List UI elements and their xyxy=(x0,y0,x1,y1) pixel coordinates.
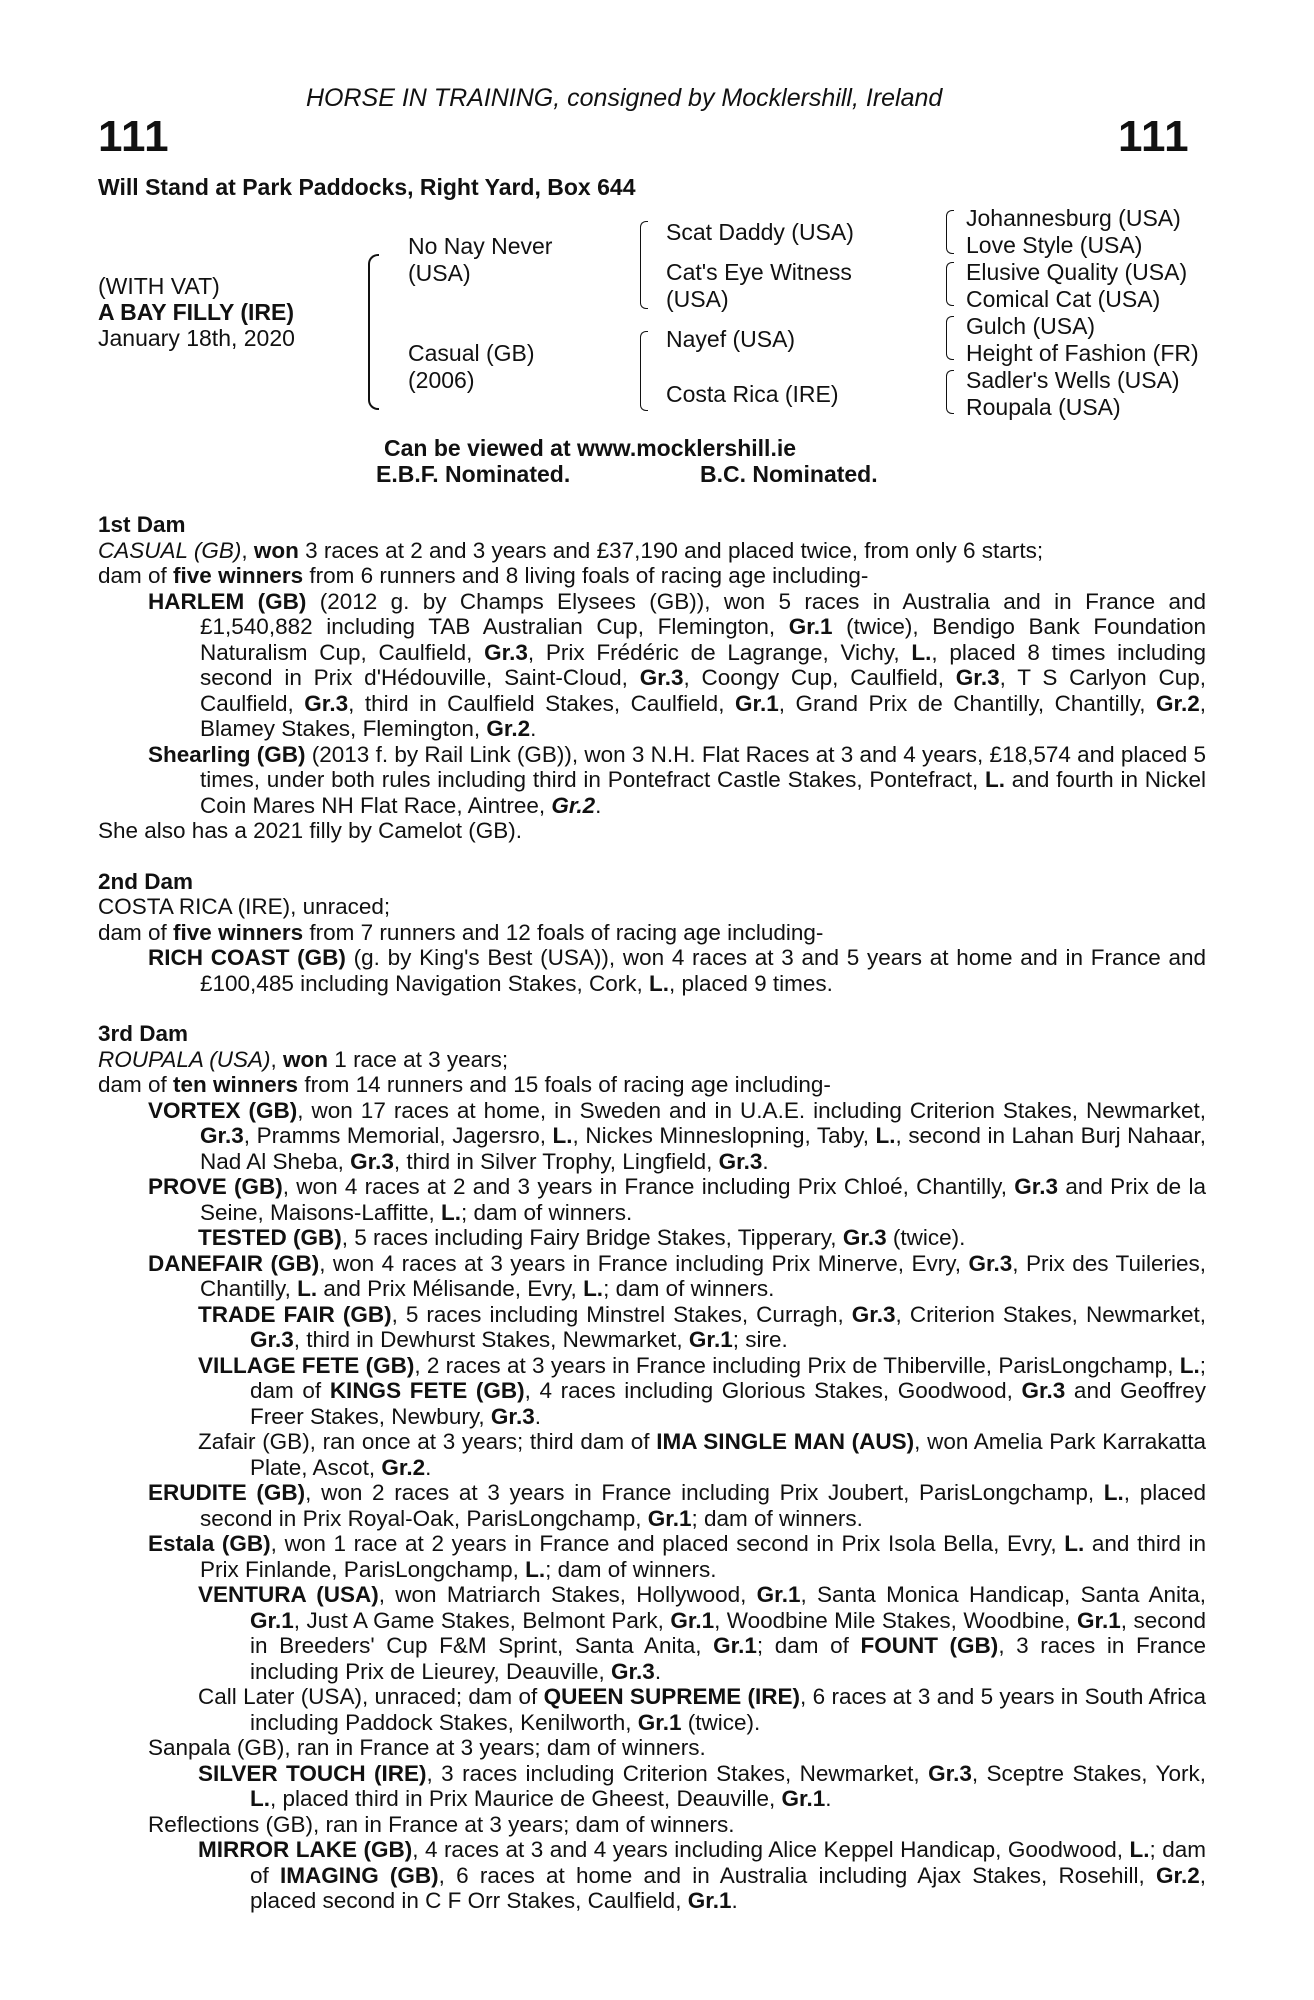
produce-entry: RICH COAST (GB) (g. by King's Best (USA)), won 4 races at 3 and 5 years at home and in France and £100,485 including Navigation Stakes, Cork, L., placed 9 times. xyxy=(148,945,1206,996)
lot-number-left: 111 xyxy=(98,112,170,161)
catalogue-header: HORSE IN TRAINING, consigned by Mocklershill, Ireland xyxy=(306,84,943,112)
sire-sire: Scat Daddy (USA) xyxy=(666,219,854,245)
gg-dam-dam-dam: Roupala (USA) xyxy=(966,394,1121,420)
gg-dam-sire-sire: Gulch (USA) xyxy=(966,313,1096,339)
viewing-note: Can be viewed at www.mocklershill.ie xyxy=(384,435,797,461)
produce-entry: Zafair (GB), ran once at 3 years; third dam of IMA SINGLE MAN (AUS), won Amelia Park Karrakatta Plate, Ascot, Gr.2. xyxy=(198,1429,1206,1480)
produce-entry: VORTEX (GB), won 17 races at home, in Sweden and in U.A.E. including Criterion Stakes, Newmarket, Gr.3, Pramms Memorial, Jagersro, L., Nickes Minneslopning, Taby, L., second in Lahan Burj Nahaar, Nad Al Sheba, Gr.3, third in Silver Trophy, Lingfield, Gr.3. xyxy=(148,1097,1206,1174)
produce-entry: TRADE FAIR (GB), 5 races including Minstrel Stakes, Curragh, Gr.3, Criterion Stakes, Newmarket, Gr.3, third in Dewhurst Stakes, Newmarket, Gr.1; sire. xyxy=(198,1301,1206,1352)
gg-dam-sire-dam: Height of Fashion (FR) xyxy=(966,340,1199,366)
produce-entry: HARLEM (GB) (2012 g. by Champs Elysees (GB)), won 5 races in Australia and in France and £1,540,882 including TAB Australian Cup, Flemington, Gr.1 (twice), Bendigo Bank Foundation Naturalism Cup, Caulfield, Gr.3, Prix Frédéric de Lagrange, Vichy, L., placed 8 times including second in Prix d'Hédouville, Saint-Cloud, Gr.3, Coongy Cup, Caulfield, Gr.3, T S Carlyon Cup, Caulfield, Gr.3, third in Caulfield Stakes, Caulfield, Gr.1, Grand Prix de Chantilly, Chantilly, Gr.2, Blamey Stakes, Flemington, Gr.2. xyxy=(148,588,1207,741)
sire-origin: (USA) xyxy=(408,260,471,286)
produce-entry: Shearling (GB) (2013 f. by Rail Link (GB)), won 3 N.H. Flat Races at 3 and 4 years, £18,574 and placed 5 times, under both rules including third in Pontefract Castle Stakes, Pontefract, L. and fourth in Nickel Coin Mares NH Flat Race, Aintree, Gr.2. xyxy=(148,741,1206,818)
section-heading: 1st Dam xyxy=(98,512,186,537)
gg-sire-sire-sire: Johannesburg (USA) xyxy=(966,205,1181,231)
produce-entry: PROVE (GB), won 4 races at 2 and 3 years in France including Prix Chloé, Chantilly, Gr.3 and Prix de la Seine, Maisons-Laffitte, L.; dam of winners. xyxy=(148,1174,1206,1225)
sire-dam-origin: (USA) xyxy=(666,286,729,312)
ebf-nominated: E.B.F. Nominated. xyxy=(376,461,571,487)
gg-sire-dam-dam: Comical Cat (USA) xyxy=(966,286,1161,312)
pedigree-brace-g3 xyxy=(946,316,954,360)
produce-entry: DANEFAIR (GB), won 4 races at 3 years in France including Prix Minerve, Evry, Gr.3, Prix des Tuileries, Chantilly, L. and Prix Mélisande, Evry, L.; dam of winners. xyxy=(148,1250,1206,1301)
produce-note: She also has a 2021 filly by Camelot (GB). xyxy=(98,818,522,843)
produce-entry: Reflections (GB), ran in France at 3 years; dam of winners. xyxy=(148,1811,735,1837)
produce-entry: Estala (GB), won 1 race at 2 years in France and placed second in Prix Isola Bella, Evry, L. and third in Prix Finlande, ParisLongchamp, L.; dam of winners. xyxy=(148,1531,1207,1582)
dam-entry: CASUAL (GB), won 3 races at 2 and 3 years and £37,190 and placed twice, from only 6 starts; xyxy=(98,537,1044,563)
dam-produce-summary: dam of five winners from 6 runners and 8 living foals of racing age including- xyxy=(98,563,869,588)
dam-name: Casual (GB) xyxy=(408,340,535,366)
gg-dam-dam-sire: Sadler's Wells (USA) xyxy=(966,367,1180,393)
dam-entry: ROUPALA (USA), won 1 race at 3 years; xyxy=(98,1046,509,1072)
sire-dam: Cat's Eye Witness xyxy=(666,259,852,285)
produce-entry: Call Later (USA), unraced; dam of QUEEN SUPREME (IRE), 6 races at 3 and 5 years in South Africa including Paddock Stakes, Kenilworth, Gr.1 (twice). xyxy=(198,1684,1206,1735)
dam-produce-summary: dam of five winners from 7 runners and 12 foals of racing age including- xyxy=(98,919,824,945)
dam-sire: Nayef (USA) xyxy=(666,326,796,352)
gg-sire-dam-sire: Elusive Quality (USA) xyxy=(966,259,1188,285)
pedigree-brace-sire xyxy=(640,221,648,309)
dam-details xyxy=(98,512,1206,1914)
horse-dob: January 18th, 2020 xyxy=(98,325,295,351)
produce-entry: TESTED (GB), 5 races including Fairy Bridge Stakes, Tipperary, Gr.3 (twice). xyxy=(198,1225,966,1250)
horse-name: A BAY FILLY (IRE) xyxy=(98,299,294,325)
dam-year: (2006) xyxy=(408,367,475,393)
produce-entry: Sanpala (GB), ran in France at 3 years; dam of winners. xyxy=(148,1735,706,1760)
produce-entry: SILVER TOUCH (IRE), 3 races including Criterion Stakes, Newmarket, Gr.3, Sceptre Stakes, York, L., placed third in Prix Maurice de Gheest, Deauville, Gr.1. xyxy=(198,1760,1206,1811)
dam-dam: Costa Rica (IRE) xyxy=(666,381,839,407)
produce-entry: MIRROR LAKE (GB), 4 races at 3 and 4 years including Alice Keppel Handicap, Goodwood, L.; dam of IMAGING (GB), 6 races at home and in Australia including Ajax Stakes, Rosehill, Gr.2, placed second in C F Orr Stakes, Caulfield, Gr.1. xyxy=(198,1837,1206,1913)
produce-entry: VILLAGE FETE (GB), 2 races at 3 years in France including Prix de Thiberville, ParisLongchamp, L.; dam of KINGS FETE (GB), 4 races including Glorious Stakes, Goodwood, Gr.3 and Geoffrey Freer Stakes, Newbury, Gr.3. xyxy=(198,1352,1206,1429)
dam-entry: COSTA RICA (IRE), unraced; xyxy=(98,894,391,919)
section-heading: 3rd Dam xyxy=(98,1021,189,1046)
pedigree-brace-dam xyxy=(640,331,648,411)
stand-location: Will Stand at Park Paddocks, Right Yard, Box 644 xyxy=(98,174,636,200)
vat-note: (WITH VAT) xyxy=(98,273,220,299)
pedigree-brace-g1 xyxy=(946,210,954,254)
dam-produce-summary: dam of ten winners from 14 runners and 15 foals of racing age including- xyxy=(98,1072,831,1097)
section-heading: 2nd Dam xyxy=(98,868,194,894)
produce-entry: VENTURA (USA), won Matriarch Stakes, Hollywood, Gr.1, Santa Monica Handicap, Santa Anita, Gr.1, Just A Game Stakes, Belmont Park, Gr.1, Woodbine Mile Stakes, Woodbine, Gr.1, second in Breeders' Cup F&M Sprint, Santa Anita, Gr.1; dam of FOUNT (GB), 3 races in France including Prix de Lieurey, Deauville, Gr.3. xyxy=(198,1582,1207,1684)
pedigree-brace-g4 xyxy=(946,370,954,414)
bc-nominated: B.C. Nominated. xyxy=(700,461,878,487)
sire-name: No Nay Never xyxy=(408,233,553,259)
pedigree-brace-g2 xyxy=(946,262,954,306)
lot-number-right: 111 xyxy=(1118,112,1190,161)
gg-sire-sire-dam: Love Style (USA) xyxy=(966,232,1143,258)
produce-entry: ERUDITE (GB), won 2 races at 3 years in France including Prix Joubert, ParisLongchamp, L., placed second in Prix Royal-Oak, ParisLongchamp, Gr.1; dam of winners. xyxy=(148,1480,1207,1531)
pedigree-brace-main xyxy=(368,254,379,410)
